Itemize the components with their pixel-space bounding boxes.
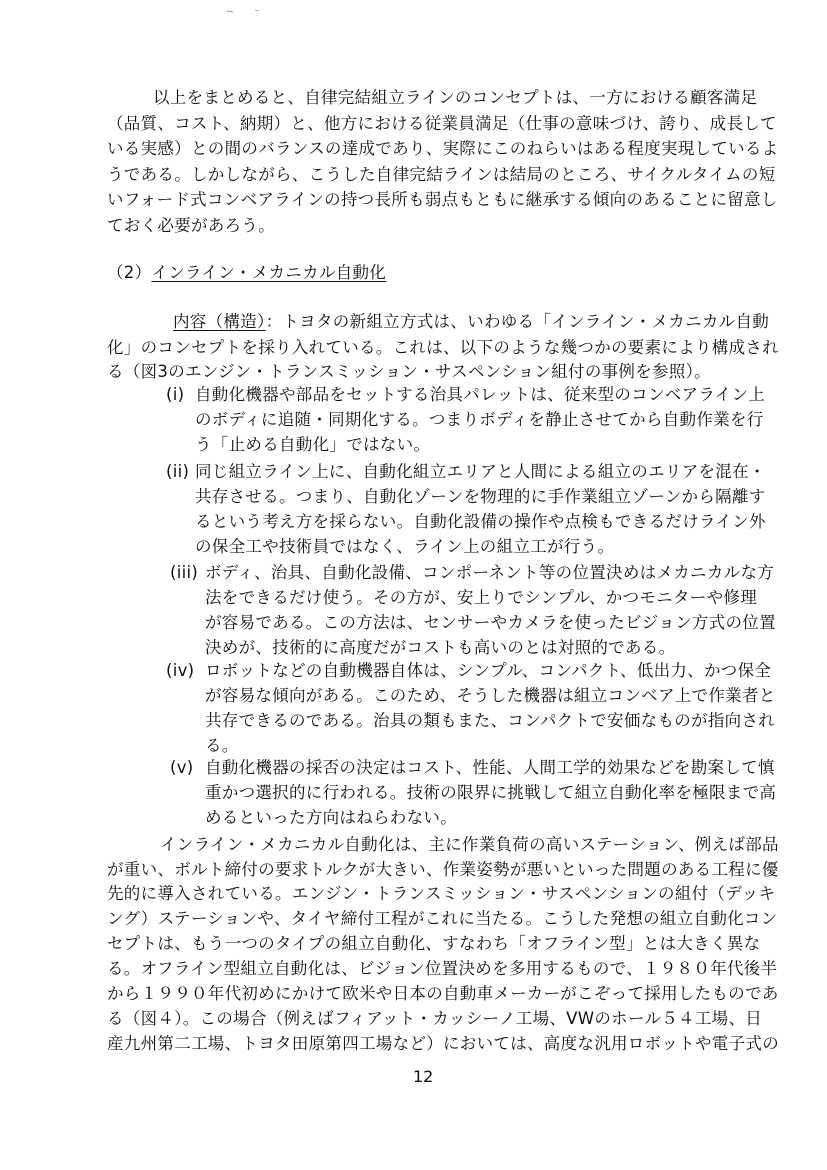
list-item-line: 共存させる。つまり、自動化ゾーンを物理的に手作業組立ゾーンから隔離す xyxy=(195,487,766,506)
paragraph1-line: いる実感）との間のバランスの達成であり、実際にこのねらいはある程度実現しているよ xyxy=(107,139,779,158)
list-item-marker: (i) xyxy=(166,385,185,404)
list-item-line: 自動化機器や部品をセットする治具パレットは、従来型のコンベアライン上 xyxy=(195,385,766,404)
list-item-line: が容易な傾向がある。このため、そうした機器は組立コンベア上で作業者と xyxy=(205,686,776,705)
paragraph3-first-line: インライン・メカニカル自動化は、主に作業負荷の高いステーション、例えば部品 xyxy=(160,835,779,854)
paragraph2-line: 化」のコンセプトを採り入れている。これは、以下のような幾つかの要素により構成され xyxy=(107,338,779,357)
list-item-line: 同じ組立ライン上に、自動化組立エリアと人間による組立のエリアを混在・ xyxy=(195,462,766,481)
paragraph2-first-line-rest: ：トヨタの新組立方式は、いわゆる「インライン・メカニカル自動 xyxy=(265,312,770,331)
paragraph2-first-line xyxy=(173,312,769,332)
section-title: インライン・メカニカル自動化 xyxy=(151,263,387,282)
page-number: 12 xyxy=(413,1067,434,1086)
list-item-line: 重かつ選択的に行われる。技術の限界に挑戦して組立自動化率を極限まで高 xyxy=(205,783,777,802)
list-item-line: めるといった方向はねらわない。 xyxy=(205,808,457,827)
paragraph3-line: る（図４）。この場合（例えばフィアット・カッシーノ工場、VWのホール５４工場、日 xyxy=(107,1009,763,1028)
paragraph1-line: 以上をまとめると、自律完結組立ラインのコンセプトは、一方における顧客満足 xyxy=(153,88,758,107)
list-item-line: の保全工や技術員ではなく、ライン上の組立工が行う。 xyxy=(195,537,615,556)
scan-smudge xyxy=(225,0,285,6)
paragraph1-line: ておく必要があろう。 xyxy=(107,215,275,235)
list-item-line: 決めが、技術的に高度だがコストも高いのとは対照的である。 xyxy=(205,638,676,657)
paragraph3-line: ング）ステーションや、タイヤ締付工程がこれに当たる。こうした発想の組立自動化コン xyxy=(107,909,778,928)
list-item-marker: (v) xyxy=(170,758,194,777)
paragraph3-line: から１９９０年代初めにかけて欧米や日本の自動車メーカーがこぞって採用したものであ xyxy=(107,984,779,1003)
list-item-line: 共存できるのである。治具の類もまた、コンパクトで安価なものが指向され xyxy=(205,711,776,730)
paragraph3-line: が重い、ボルト締付の要求トルクが大きい、作業姿勢が悪いといった問題のある工程に優 xyxy=(107,860,779,879)
paragraph3-line: る。オフライン型組立自動化は、ビジョン位置決めを多用するもので、１９８０年代後半 xyxy=(107,959,778,978)
list-item-line: のボディに追随・同期化する。つまりボディを静止させてから自動作業を行 xyxy=(195,410,764,429)
list-item-line: ロボットなどの自動機器自体は、シンプル、コンパクト、低出力、かつ保全 xyxy=(205,661,772,680)
list-item-line: る。 xyxy=(205,736,239,755)
list-item-marker: (ii) xyxy=(166,462,190,481)
list-item-line: 自動化機器の採否の決定はコスト、性能、人間工学的効果などを勘案して慎 xyxy=(205,758,775,777)
paragraph1-line: いフォード式コンベアラインの持つ長所も弱点もともに継承する傾向のあることに留意し xyxy=(107,190,778,209)
paragraph1-line: うである。しかしながら、こうした自律完結ラインは結局のところ、サイクルタイムの短 xyxy=(107,164,776,184)
paragraph1-line: （品質、コスト、納期）と、他方における従業員満足（仕事の意味づけ、誇り、成長して xyxy=(107,113,777,133)
list-item-line: るという考え方を採らない。自動化設備の操作や点検もできるだけライン外 xyxy=(195,512,766,531)
section-number: （2） xyxy=(107,263,152,282)
paragraph3-line: セプトは、もう一つのタイプの組立自動化、すなわち「オフライン型」とは大きく異な xyxy=(107,934,761,953)
content-label: 内容（構造） xyxy=(173,312,266,331)
list-item-line: 法をできるだけ使う。その方が、安上りでシンプル、かつモニターや修理 xyxy=(205,588,758,607)
list-item-line: う「止める自動化」ではない。 xyxy=(195,435,431,454)
list-item-line: が容易である。この方法は、センサーやカメラを使ったビジョン方式の位置 xyxy=(205,613,776,632)
list-item-marker: (iv) xyxy=(166,661,195,680)
list-item-line: ボディ、治具、自動化設備、コンポーネント等の位置決めはメカニカルな方 xyxy=(205,563,775,582)
paragraph3-line: 産九州第二工場、トヨタ田原第四工場など）においては、高度な汎用ロボットや電子式の xyxy=(107,1034,779,1053)
paragraph3-line: 先的に導入されている。エンジン・トランスミッション・サスペンションの組付（デッキ xyxy=(107,884,776,903)
list-item-marker: (iii) xyxy=(170,563,199,582)
section-heading xyxy=(107,263,386,283)
paragraph2-line: る（図3のエンジン・トランスミッション・サスペンション組付の事例を参照）。 xyxy=(107,362,711,381)
